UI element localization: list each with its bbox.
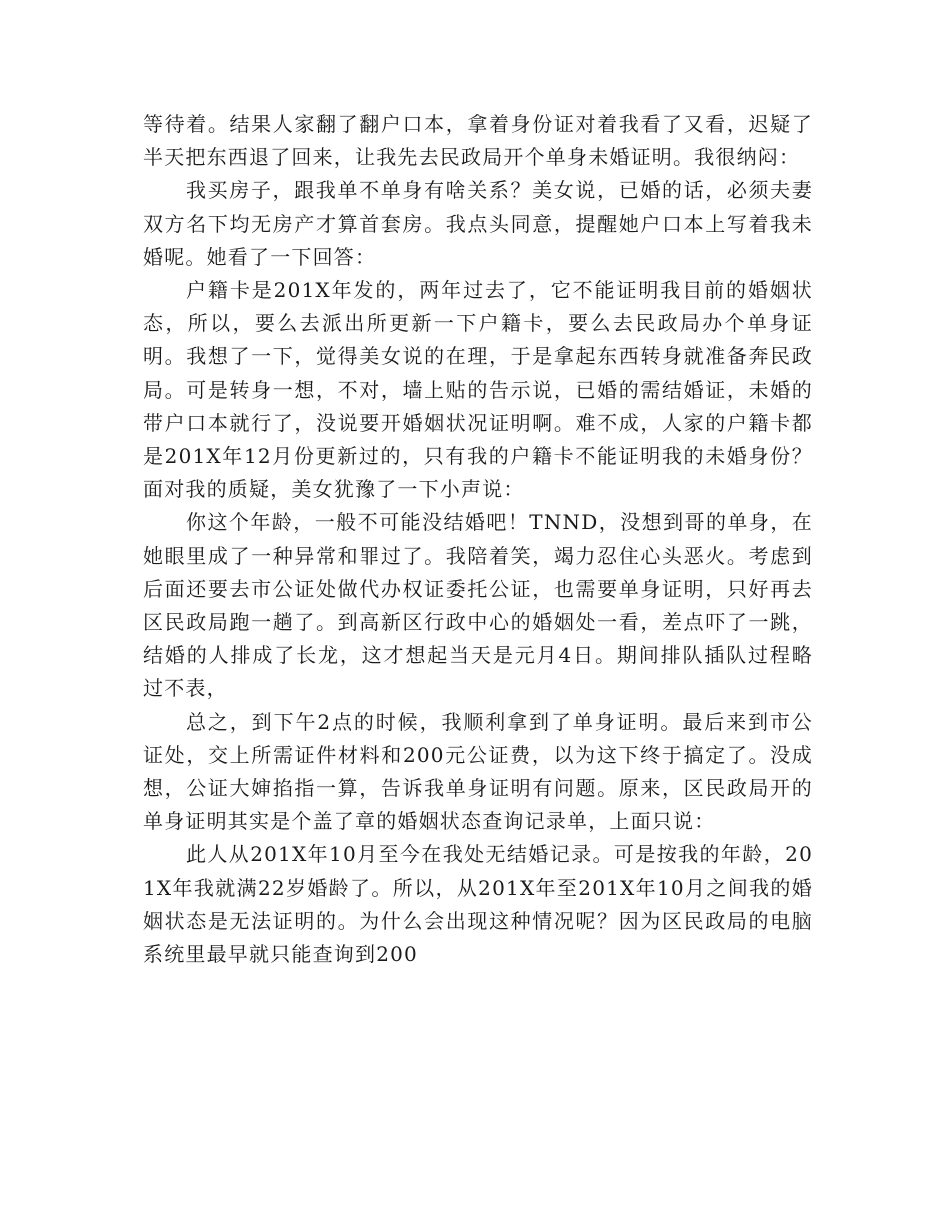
document-body xyxy=(143,108,813,971)
paragraph: 等待着。结果人家翻了翻户口本，拿着身份证对着我看了又看，迟疑了半天把东西退了回来，让我先去民政局开个单身未婚证明。我很纳闷： xyxy=(143,112,813,170)
paragraph: 你这个年龄，一般不可能没结婚吧！TNND，没想到哥的单身，在她眼里成了一种异常和罪过了。我陪着笑，竭力忍住心头恶火。考虑到后面还要去市公证处做代办权证委托公证，也需要单身证明，只好再去区民政局跑一趟了。到高新区行政中心的婚姻处一看，差点吓了一跳，结婚的人排成了长龙，这才想起当天是元月4日。期间排队插队过程略过不表， xyxy=(143,510,813,701)
paragraph: 总之，到下午2点的时候，我顺利拿到了单身证明。最后来到市公证处，交上所需证件材料和200元公证费，以为这下终于搞定了。没成想，公证大婶掐指一算，告诉我单身证明有问题。原来，区民政局开的单身证明其实是个盖了章的婚姻状态查询记录单，上面只说： xyxy=(143,709,813,834)
paragraph: 户籍卡是201X年发的，两年过去了，它不能证明我目前的婚姻状态，所以，要么去派出所更新一下户籍卡，要么去民政局办个单身证明。我想了一下，觉得美女说的在理，于是拿起东西转身就准备奔民政局。可是转身一想，不对，墙上贴的告示说，已婚的需结婚证，未婚的带户口本就行了，没说要开婚姻状况证明啊。难不成，人家的户籍卡都是201X年12月份更新过的，只有我的户籍卡不能证明我的未婚身份？面对我的质疑，美女犹豫了一下小声说： xyxy=(143,278,813,502)
paragraph: 我买房子，跟我单不单身有啥关系？美女说，已婚的话，必须夫妻双方名下均无房产才算首套房。我点头同意，提醒她户口本上写着我未婚呢。她看了一下回答： xyxy=(143,178,813,269)
paragraph: 此人从201X年10月至今在我处无结婚记录。可是按我的年龄，201X年我就满22岁婚龄了。所以，从201X年至201X年10月之间我的婚姻状态是无法证明的。为什么会出现这种情况呢？因为区民政局的电脑系统里最早就只能查询到200 xyxy=(143,842,813,967)
